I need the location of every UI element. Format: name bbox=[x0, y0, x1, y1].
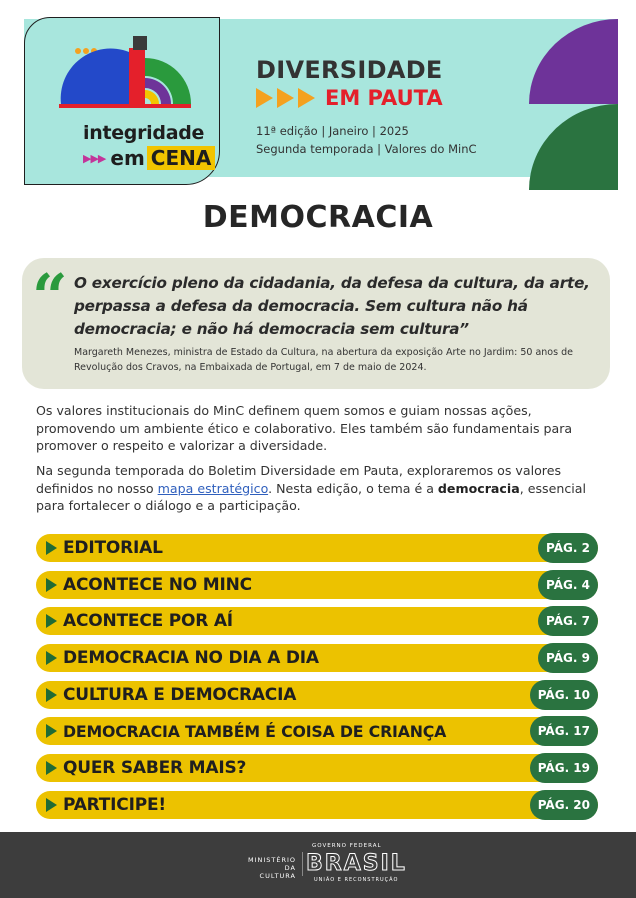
play-icon bbox=[46, 688, 57, 702]
toc-item-acontece-por-ai[interactable] bbox=[36, 607, 598, 635]
toc-page-badge: PÁG. 7 bbox=[538, 606, 598, 636]
orange-arrow-icon bbox=[277, 88, 294, 108]
toc-label: DEMOCRACIA TAMBÉM É COISA DE CRIANÇA bbox=[63, 721, 447, 741]
paragraph-text: . Nesta edição, o tema é a bbox=[268, 480, 438, 496]
footer-divider bbox=[302, 852, 303, 876]
paragraph-bold-text: democracia bbox=[437, 480, 520, 496]
toc-label: QUER SABER MAIS? bbox=[63, 758, 247, 779]
logo-text-em: em bbox=[110, 146, 145, 170]
paragraph-text: Na segunda temporada do Boletim Diversidade em Pauta, exploraremos os valores definidos no nosso bbox=[36, 463, 562, 496]
toc-page-badge: PÁG. 10 bbox=[530, 680, 598, 710]
play-icon bbox=[46, 651, 57, 665]
gov-federal-label: GOVERNO FEDERAL bbox=[312, 843, 382, 849]
toc-page-badge: PÁG. 20 bbox=[530, 790, 598, 820]
orange-arrow-icon bbox=[256, 88, 273, 108]
toc-item-editorial[interactable] bbox=[36, 534, 598, 562]
ministry-logo bbox=[236, 856, 296, 880]
quote-author: Margareth Menezes, ministra de Estado da Cultura, na abertura da exposição Arte no Jardim: 50 anos de Revolução dos Cravos, na Embaixada de Portugal, em 7 de maio de 2024. bbox=[74, 347, 573, 373]
toc-page-badge: PÁG. 4 bbox=[538, 570, 598, 600]
brasil-logo: BRASIL bbox=[306, 851, 407, 876]
logo-text-em-cena bbox=[83, 146, 215, 170]
orange-arrow-icon bbox=[298, 88, 315, 108]
play-icon bbox=[46, 614, 57, 628]
play-icon bbox=[46, 541, 57, 555]
toc-item-cultura-e-democracia[interactable] bbox=[36, 681, 598, 709]
intro-paragraph: Os valores institucionais do MinC definem quem somos e guiam nossas ações, promovendo um ambiente ético e colaborativo. Eles também são fundamentais para promover o respeito e valorizar a diversidade. bbox=[36, 403, 573, 453]
toc-label: EDITORIAL bbox=[63, 538, 163, 558]
logo-text-cena: CENA bbox=[147, 146, 216, 170]
toc-label: DEMOCRACIA NO DIA A DIA bbox=[63, 648, 319, 669]
toc-label: CULTURA E DEMOCRACIA bbox=[63, 684, 297, 705]
ministry-line1: MINISTÉRIO DA bbox=[247, 856, 296, 872]
toc-page-badge: PÁG. 19 bbox=[530, 753, 598, 783]
toc-item-acontece-no-minc[interactable] bbox=[36, 571, 598, 599]
toc-item-democracia-no-dia-a-dia[interactable] bbox=[36, 644, 598, 672]
gov-slogan: UNIÃO E RECONSTRUÇÃO bbox=[314, 877, 399, 883]
paragraph-text: , essencial para fortalecer o diálogo e a participação. bbox=[36, 480, 586, 513]
play-icon bbox=[46, 798, 57, 812]
toc-page-badge: PÁG. 9 bbox=[538, 643, 598, 673]
toc-page-badge: PÁG. 2 bbox=[538, 533, 598, 563]
toc-label: PARTICIPE! bbox=[63, 794, 166, 815]
edition-info: 11ª edição | Janeiro | 2025 bbox=[256, 124, 409, 138]
toc-label: ACONTECE POR AÍ bbox=[63, 611, 233, 632]
play-icon bbox=[46, 761, 57, 775]
page-title: DEMOCRACIA bbox=[202, 200, 434, 235]
toc-page-badge: PÁG. 17 bbox=[530, 716, 598, 746]
strategic-map-link[interactable]: mapa estratégico bbox=[157, 480, 269, 496]
logo-arrows-icon: ▶▶▶ bbox=[83, 151, 106, 165]
ministry-line2: CULTURA bbox=[259, 872, 296, 880]
toc-item-democracia-coisa-de-crianca[interactable] bbox=[36, 717, 598, 745]
second-paragraph bbox=[36, 462, 608, 515]
toc-item-participe[interactable] bbox=[36, 791, 598, 819]
logo-text-integridade: integridade bbox=[83, 122, 205, 144]
publication-subtitle-text: EM PAUTA bbox=[325, 86, 443, 110]
play-icon bbox=[46, 578, 57, 592]
play-icon bbox=[46, 724, 57, 738]
table-of-contents bbox=[36, 534, 598, 828]
integridade-em-cena-logo bbox=[24, 17, 220, 185]
quote-mark-icon: “ bbox=[32, 260, 68, 333]
season-info: Segunda temporada | Valores do MinC bbox=[256, 142, 477, 156]
publication-subtitle bbox=[256, 86, 443, 110]
toc-label: ACONTECE NO MINC bbox=[63, 574, 252, 595]
quote-text: O exercício pleno da cidadania, da defesa da cultura, da arte, perpassa a defesa da democracia. Sem cultura não há democracia; e não há democracia sem cultura” bbox=[74, 274, 590, 338]
toc-item-quer-saber-mais[interactable] bbox=[36, 754, 598, 782]
publication-title: DIVERSIDADE bbox=[256, 56, 443, 84]
